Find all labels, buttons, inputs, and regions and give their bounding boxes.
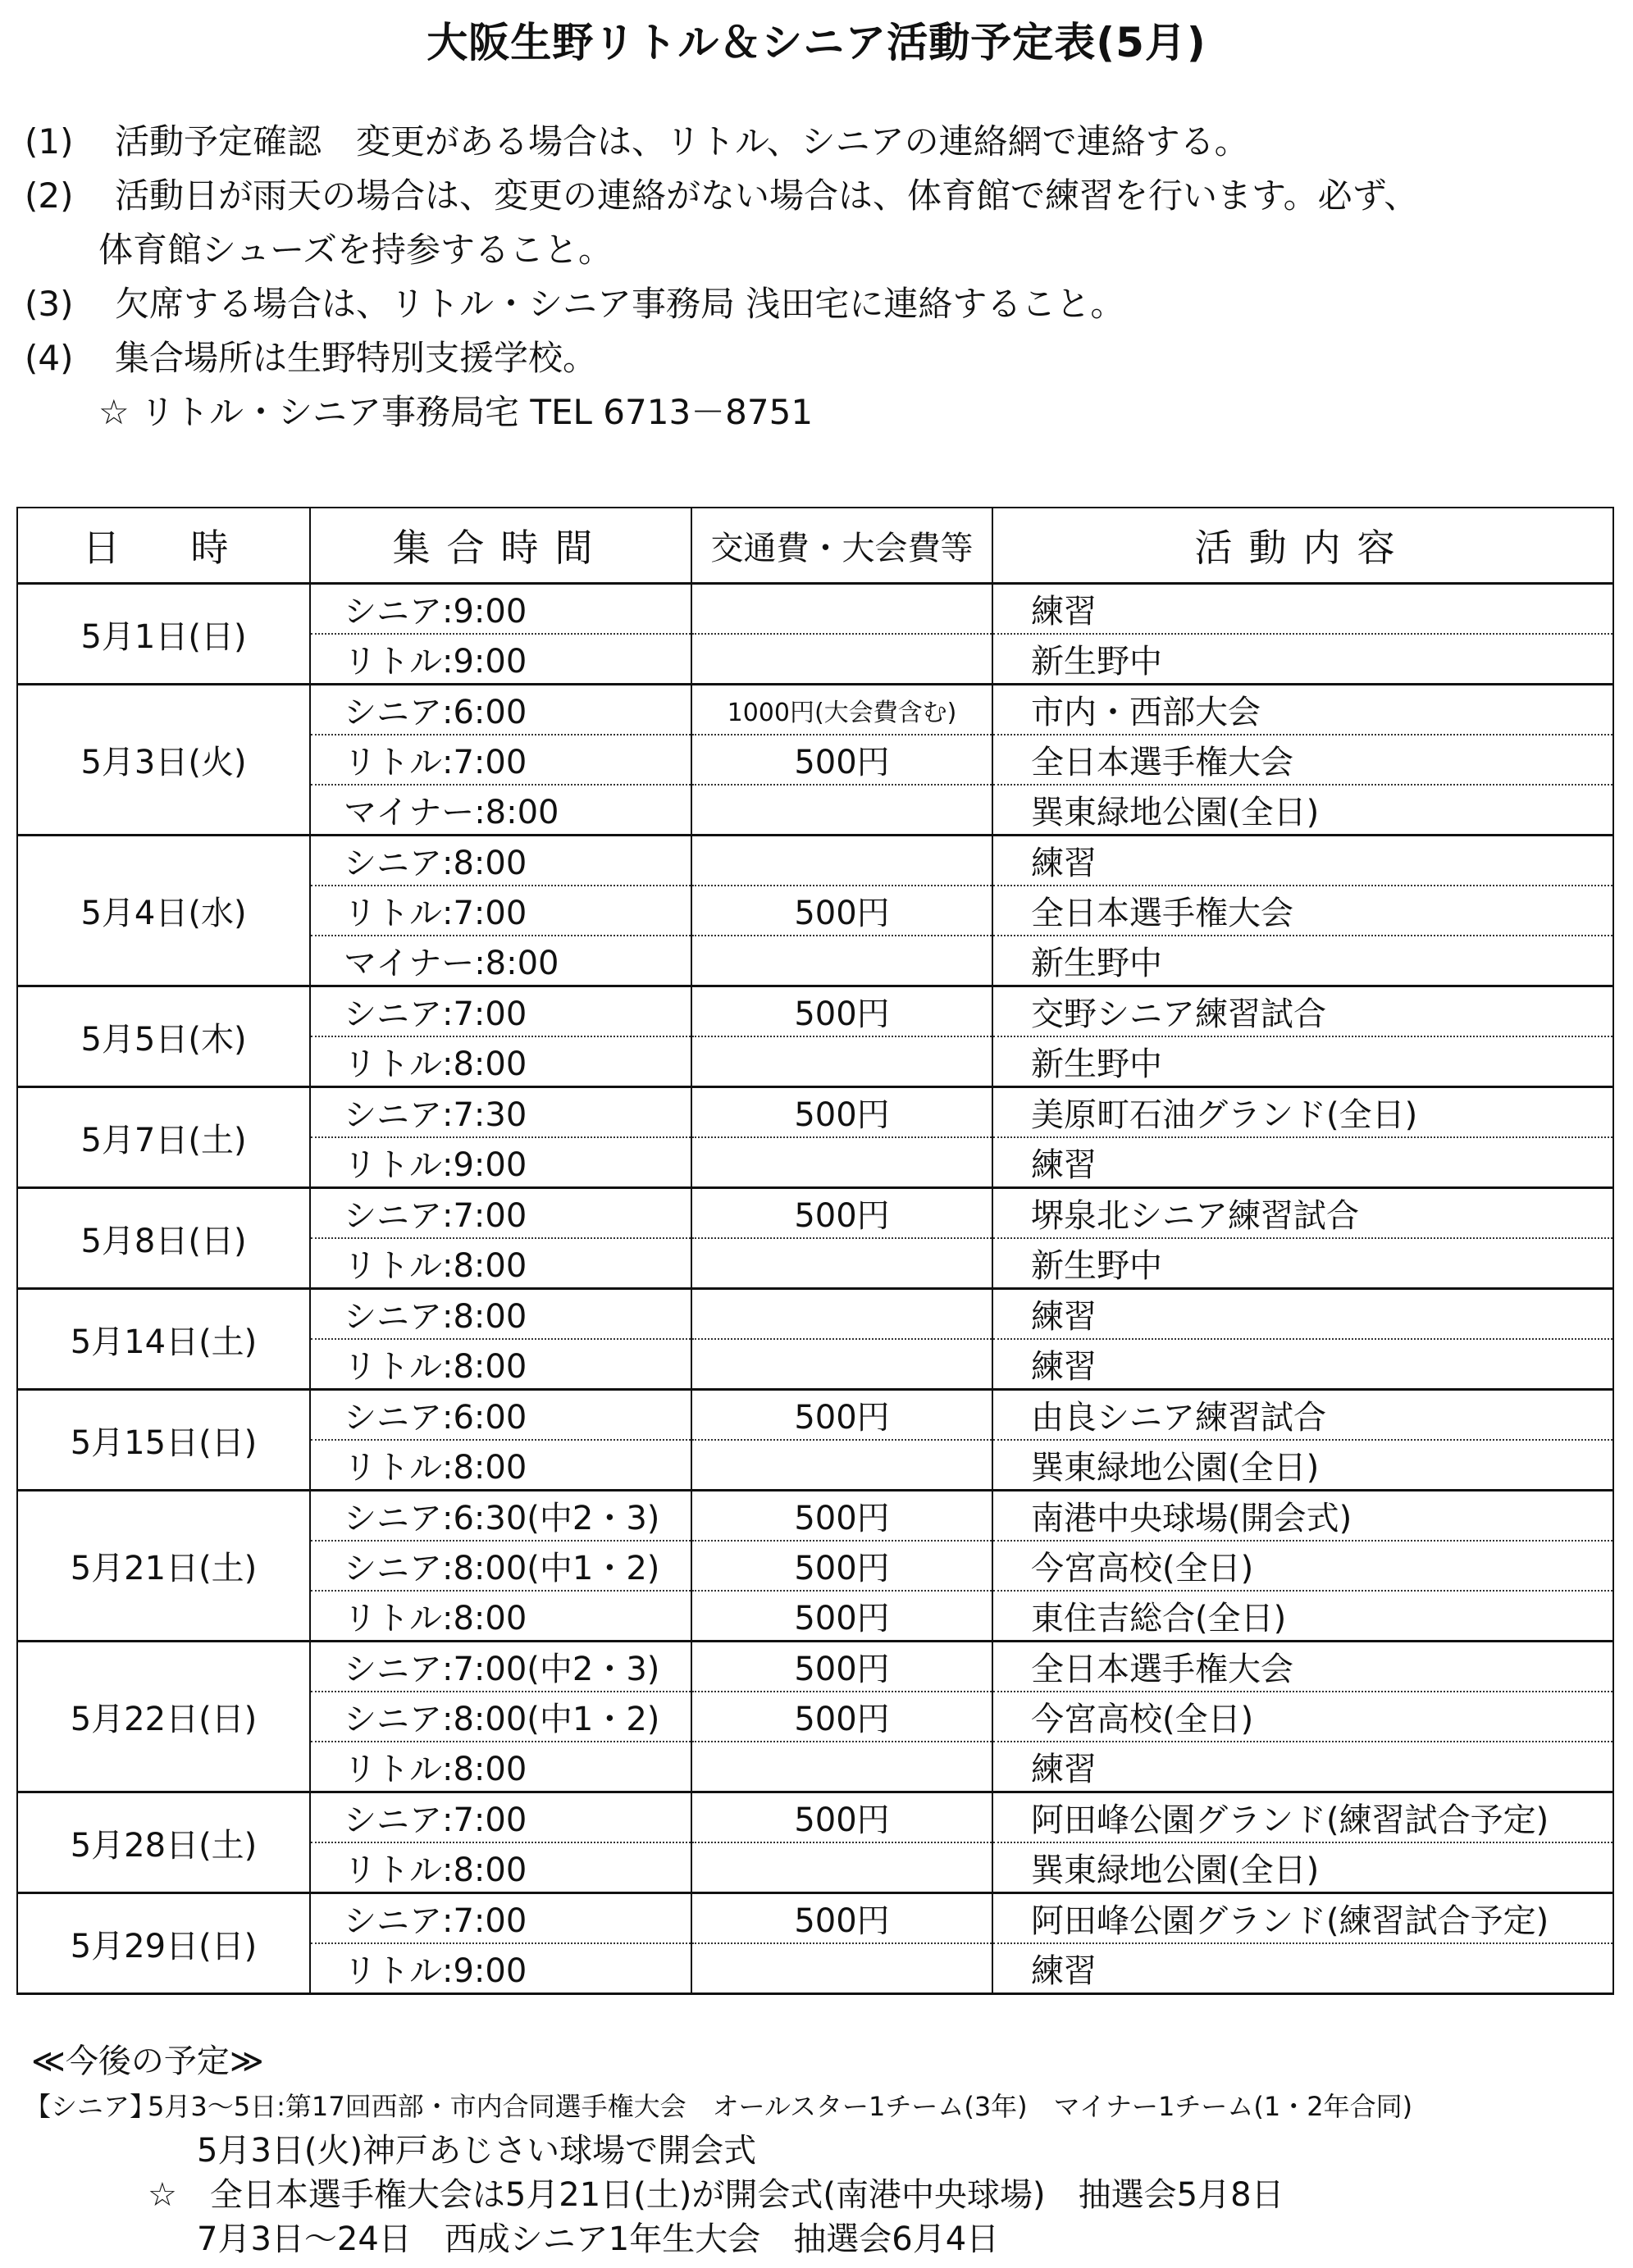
time-cell: シニア:8:00	[310, 836, 691, 886]
future-line	[25, 2217, 1616, 2261]
contact-text: ☆ リトル・シニア事務局宅 TEL 6713－8751	[98, 392, 814, 432]
table-row	[17, 1188, 1613, 1239]
header-fee: 交通費・大会費等	[691, 508, 992, 584]
time-cell: シニア:7:00(中2・3)	[310, 1642, 691, 1692]
fee-cell: 500円	[691, 1087, 992, 1138]
table-header-row	[17, 508, 1613, 584]
time-cell: シニア:6:30(中2・3)	[310, 1491, 691, 1542]
activity-cell: 全日本選手権大会	[992, 886, 1613, 936]
fee-cell	[691, 1842, 992, 1893]
table-row	[17, 1792, 1613, 1843]
fee-cell: 500円	[691, 1188, 992, 1239]
fee-cell	[691, 836, 992, 886]
table-row	[17, 1087, 1613, 1138]
table-row	[17, 685, 1613, 736]
activity-cell: 練習	[992, 836, 1613, 886]
activity-cell: 練習	[992, 1742, 1613, 1792]
note-text: 活動予定確認 変更がある場合は、リトル、シニアの連絡網で連絡する。	[115, 121, 1249, 162]
activity-cell: 美原町石油グランド(全日)	[992, 1087, 1613, 1138]
activity-cell: 新生野中	[992, 936, 1613, 986]
time-cell: シニア:7:00	[310, 1792, 691, 1843]
activity-cell: 巽東緑地公園(全日)	[992, 1440, 1613, 1491]
activity-cell: 練習	[992, 584, 1613, 635]
fee-cell: 500円	[691, 1491, 992, 1542]
time-cell: リトル:9:00	[310, 634, 691, 685]
fee-cell	[691, 634, 992, 685]
note-text: 体育館シューズを持参すること。	[98, 230, 614, 270]
activity-cell: 新生野中	[992, 634, 1613, 685]
date-cell: 5月14日(土)	[17, 1289, 310, 1390]
fee-cell: 500円	[691, 1390, 992, 1441]
fee-cell: 500円	[691, 1642, 992, 1692]
date-cell: 5月8日(日)	[17, 1188, 310, 1289]
activity-cell: 南港中央球場(開会式)	[992, 1491, 1613, 1542]
time-cell: シニア:7:00	[310, 986, 691, 1037]
note-number: (2)	[25, 175, 74, 216]
date-cell: 5月1日(日)	[17, 584, 310, 685]
activity-cell: 東住吉総合(全日)	[992, 1591, 1613, 1642]
time-cell: シニア:8:00(中1・2)	[310, 1692, 691, 1742]
date-cell: 5月29日(日)	[17, 1893, 310, 1994]
table-row	[17, 584, 1613, 635]
activity-cell: 阿田峰公園グランド(練習試合予定)	[992, 1792, 1613, 1843]
fee-cell	[691, 1137, 992, 1188]
date-cell: 5月4日(水)	[17, 836, 310, 986]
time-cell: リトル:8:00	[310, 1440, 691, 1491]
time-cell: シニア:6:00	[310, 1390, 691, 1441]
time-cell: リトル:8:00	[310, 1339, 691, 1390]
header-time: 集合時間	[310, 508, 691, 584]
note-item	[25, 331, 1608, 385]
time-cell: シニア:8:00	[310, 1289, 691, 1340]
table-row	[17, 1642, 1613, 1692]
fee-cell: 500円	[691, 735, 992, 785]
future-text: 7月3日～24日 西成シニア1年生大会 抽選会6月4日	[197, 2220, 1000, 2258]
note-text: 集合場所は生野特別支援学校。	[115, 338, 598, 378]
fee-cell	[691, 1339, 992, 1390]
activity-cell: 練習	[992, 1943, 1613, 1994]
fee-cell: 500円	[691, 1893, 992, 1944]
activity-cell: 今宮高校(全日)	[992, 1541, 1613, 1591]
table-row	[17, 1893, 1613, 1944]
activity-cell: 全日本選手権大会	[992, 1642, 1613, 1692]
table-row	[17, 1491, 1613, 1542]
note-text: 活動日が雨天の場合は、変更の連絡がない場合は、体育館で練習を行います。必ず、	[115, 175, 1419, 216]
activity-cell: 練習	[992, 1289, 1613, 1340]
date-cell: 5月7日(土)	[17, 1087, 310, 1188]
activity-cell: 市内・西部大会	[992, 685, 1613, 736]
activity-cell: 新生野中	[992, 1238, 1613, 1289]
fee-cell: 1000円(大会費含む)	[691, 685, 992, 736]
schedule-body	[17, 584, 1613, 1994]
page-title: 大阪生野リトル＆シニア活動予定表(5月)	[426, 19, 1207, 66]
activity-cell: 新生野中	[992, 1036, 1613, 1087]
fee-cell	[691, 1440, 992, 1491]
future-text: 5月3日(火)神戸あじさい球場で開会式	[197, 2132, 757, 2170]
time-cell: リトル:8:00	[310, 1591, 691, 1642]
header-date: 日 時	[17, 508, 310, 584]
fee-cell: 500円	[691, 886, 992, 936]
time-cell: リトル:8:00	[310, 1742, 691, 1792]
header-activity: 活動内容	[992, 508, 1613, 584]
fee-cell: 500円	[691, 1541, 992, 1591]
time-cell: リトル:7:00	[310, 735, 691, 785]
time-cell: シニア:7:00	[310, 1188, 691, 1239]
fee-cell	[691, 1742, 992, 1792]
activity-cell: 全日本選手権大会	[992, 735, 1613, 785]
note-number: (1)	[25, 121, 74, 162]
date-cell: 5月15日(日)	[17, 1390, 310, 1491]
schedule-table	[16, 507, 1614, 1995]
future-title: ≪今後の予定≫	[31, 2043, 264, 2080]
fee-cell	[691, 785, 992, 836]
activity-cell: 交野シニア練習試合	[992, 986, 1613, 1037]
note-item	[25, 169, 1608, 223]
time-cell: リトル:8:00	[310, 1842, 691, 1893]
time-cell: シニア:9:00	[310, 584, 691, 635]
future-line	[25, 2173, 1616, 2217]
time-cell: マイナー:8:00	[310, 936, 691, 986]
fee-cell	[691, 584, 992, 635]
fee-cell: 500円	[691, 986, 992, 1037]
fee-cell: 500円	[691, 1692, 992, 1742]
future-tag: 【シニア】	[25, 2091, 157, 2122]
note-number: (4)	[25, 338, 74, 378]
date-cell: 5月28日(土)	[17, 1792, 310, 1893]
fee-cell	[691, 936, 992, 986]
fee-cell	[691, 1036, 992, 1087]
future-schedule	[25, 2038, 1616, 2261]
time-cell: シニア:7:00	[310, 1893, 691, 1944]
fee-cell	[691, 1943, 992, 1994]
date-cell: 5月22日(日)	[17, 1642, 310, 1792]
table-row	[17, 1390, 1613, 1441]
time-cell: リトル:8:00	[310, 1036, 691, 1087]
note-item	[25, 277, 1608, 331]
note-item	[25, 115, 1608, 169]
note-text: 欠席する場合は、リトル・シニア事務局 浅田宅に連絡すること。	[115, 284, 1125, 324]
fee-cell: 500円	[691, 1792, 992, 1843]
table-row	[17, 986, 1613, 1037]
activity-cell: 今宮高校(全日)	[992, 1692, 1613, 1742]
note-item-continuation	[25, 223, 1608, 277]
fee-cell	[691, 1289, 992, 1340]
activity-cell: 巽東緑地公園(全日)	[992, 785, 1613, 836]
time-cell: シニア:8:00(中1・2)	[310, 1541, 691, 1591]
activity-cell: 由良シニア練習試合	[992, 1390, 1613, 1441]
activity-cell: 練習	[992, 1137, 1613, 1188]
date-cell: 5月21日(土)	[17, 1491, 310, 1642]
time-cell: リトル:9:00	[310, 1943, 691, 1994]
time-cell: マイナー:8:00	[310, 785, 691, 836]
time-cell: シニア:6:00	[310, 685, 691, 736]
activity-cell: 堺泉北シニア練習試合	[992, 1188, 1613, 1239]
fee-cell: 500円	[691, 1591, 992, 1642]
date-cell: 5月3日(火)	[17, 685, 310, 836]
future-line	[25, 2084, 1616, 2129]
table-row	[17, 836, 1613, 886]
table-row	[17, 1289, 1613, 1340]
future-line	[25, 2129, 1616, 2173]
future-text: ☆ 全日本選手権大会は5月21日(土)が開会式(南港中央球場) 抽選会5月8日	[148, 2176, 1284, 2214]
notes-list	[25, 115, 1608, 439]
time-cell: シニア:7:30	[310, 1087, 691, 1138]
activity-cell: 練習	[992, 1339, 1613, 1390]
note-number: (3)	[25, 284, 74, 324]
time-cell: リトル:9:00	[310, 1137, 691, 1188]
future-text: 5月3～5日:第17回西部・市内合同選手権大会 オールスター1チーム(3年) マイナー1チーム(1・2年合同)	[148, 2091, 1413, 2122]
date-cell: 5月5日(木)	[17, 986, 310, 1087]
activity-cell: 巽東緑地公園(全日)	[992, 1842, 1613, 1893]
activity-cell: 阿田峰公園グランド(練習試合予定)	[992, 1893, 1613, 1944]
time-cell: リトル:7:00	[310, 886, 691, 936]
fee-cell	[691, 1238, 992, 1289]
contact-line	[25, 385, 1608, 439]
time-cell: リトル:8:00	[310, 1238, 691, 1289]
